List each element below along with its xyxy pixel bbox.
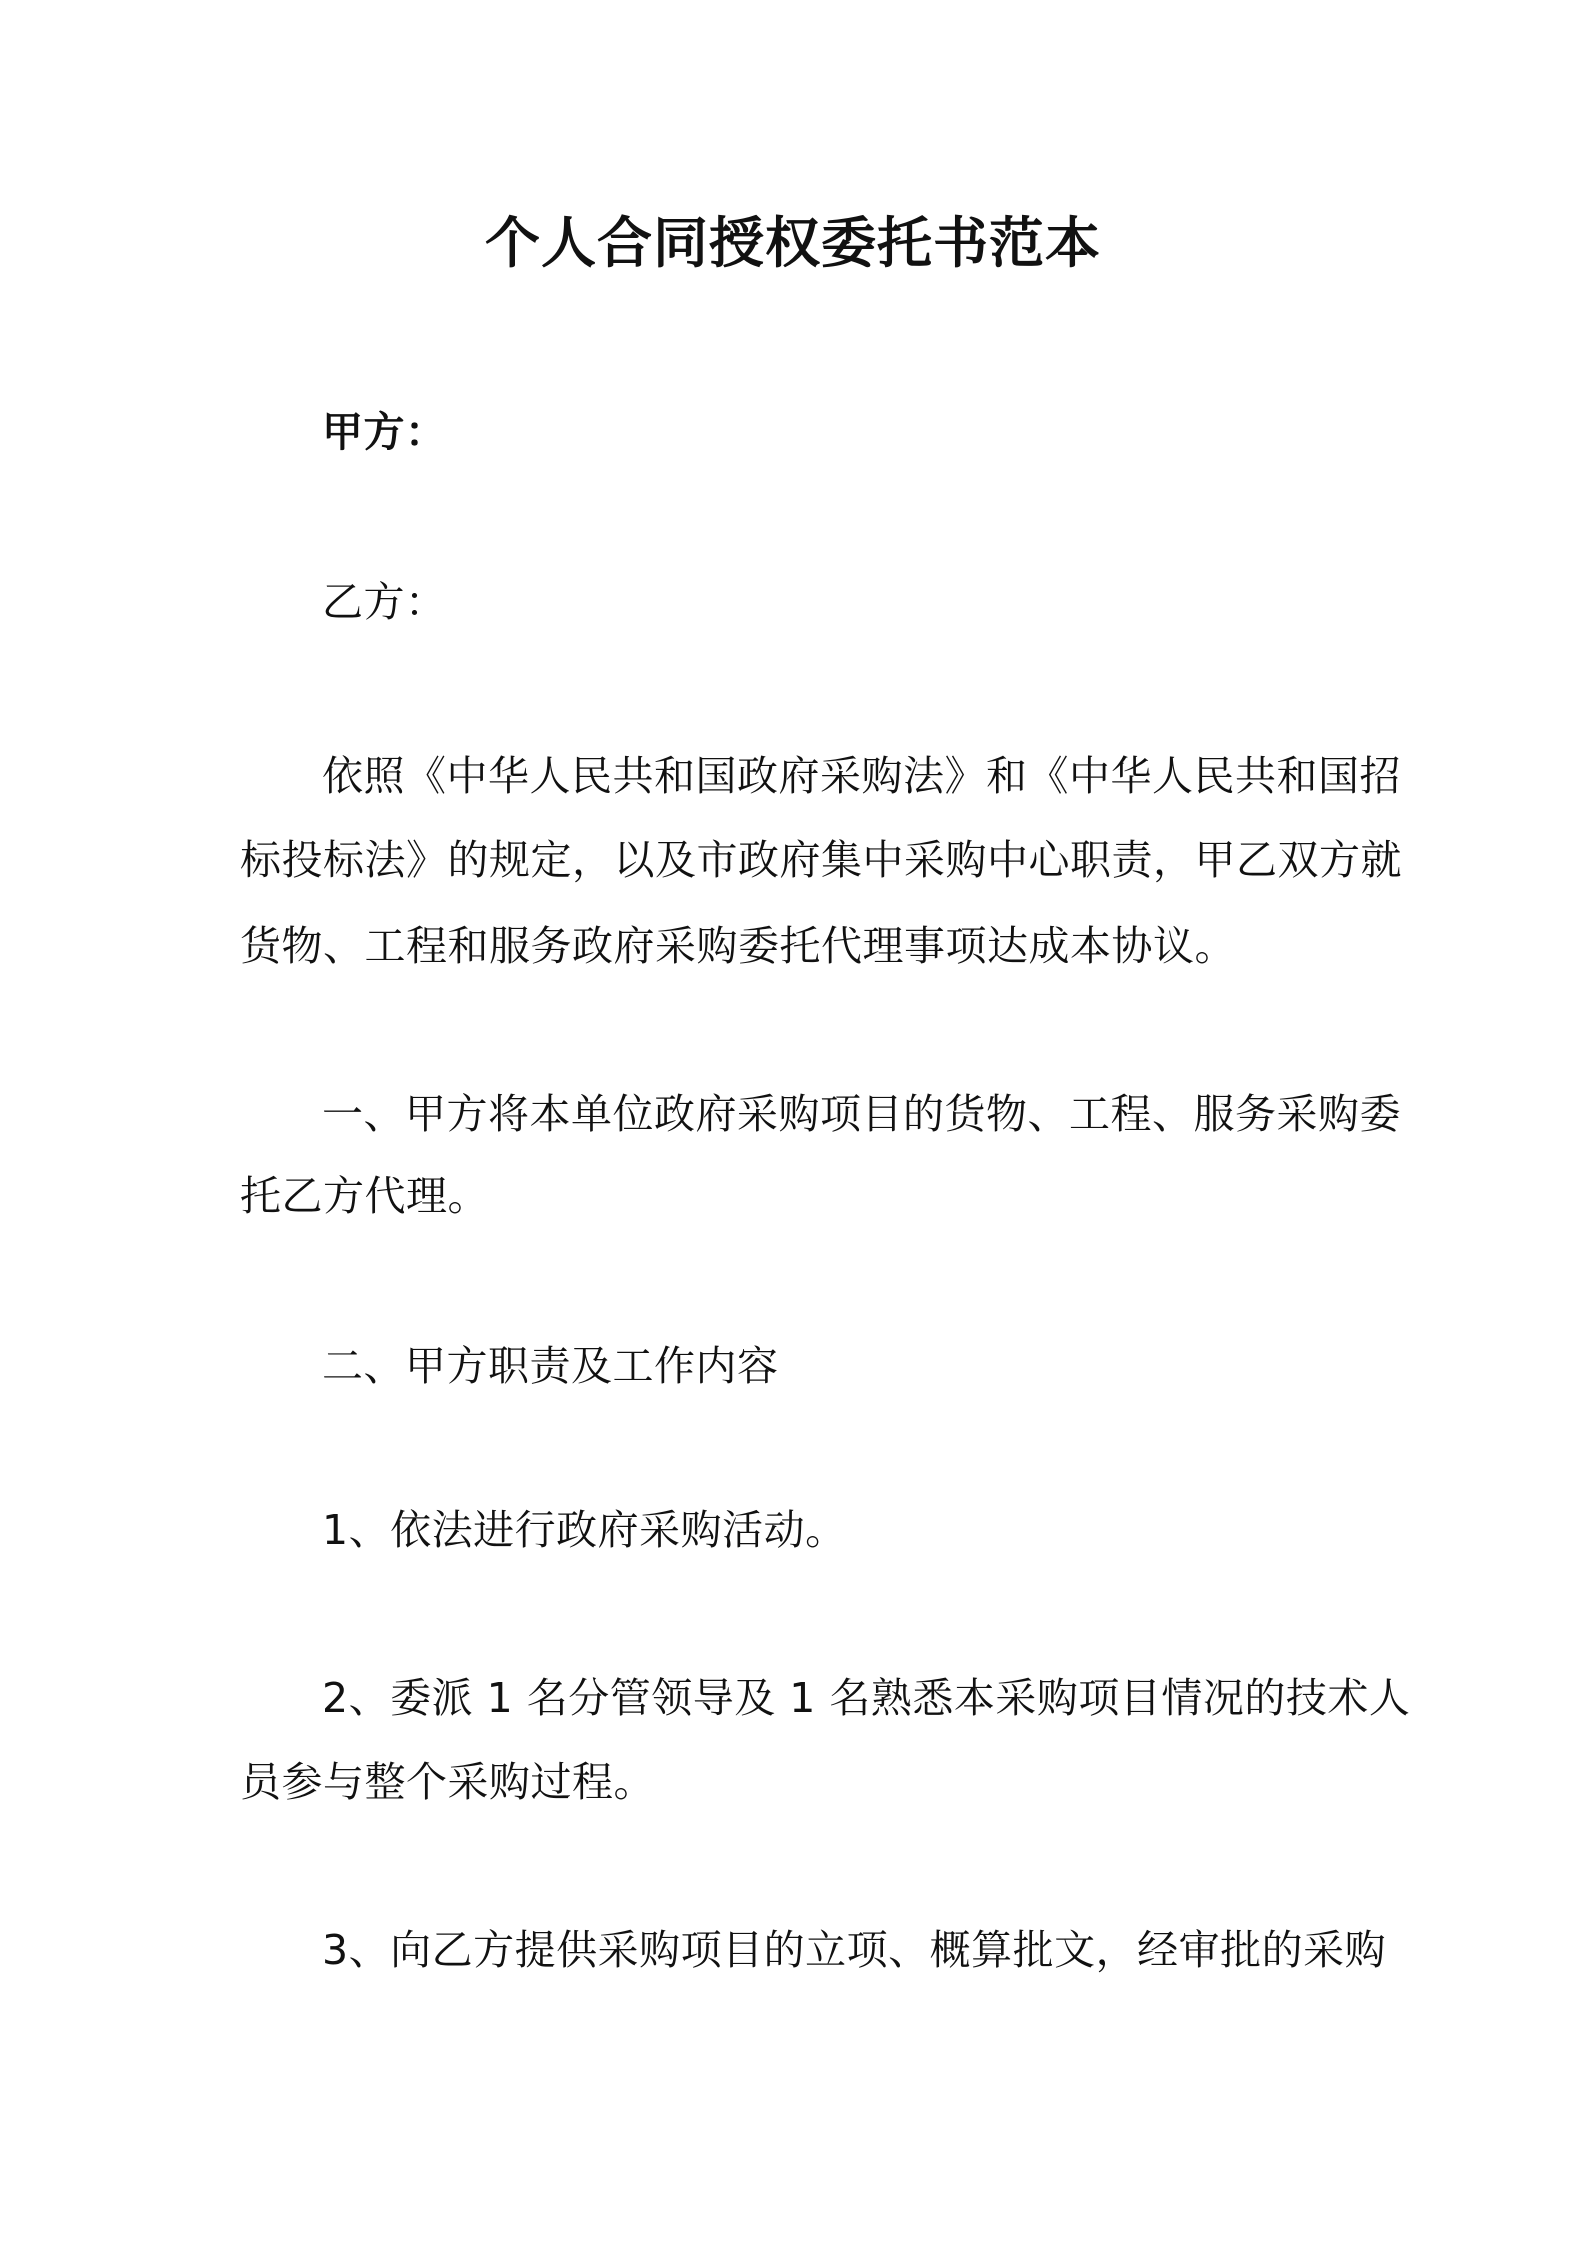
item-2-line-1: 2、委派 1 名分管领导及 1 名熟悉本采购项目情况的技术人 bbox=[322, 1674, 1411, 1722]
section1-line-2: 托乙方代理。 bbox=[240, 1172, 489, 1220]
party-b-label: 乙方： bbox=[322, 578, 447, 626]
document-title: 个人合同授权委托书范本 bbox=[484, 211, 1101, 275]
party-a-label: 甲方： bbox=[322, 408, 447, 456]
intro-line-1: 依照《中华人民共和国政府采购法》和《中华人民共和国招 bbox=[322, 752, 1401, 800]
section1-line-1: 一、甲方将本单位政府采购项目的货物、工程、服务采购委 bbox=[322, 1090, 1401, 1138]
item-1: 1、依法进行政府采购活动。 bbox=[322, 1506, 847, 1554]
intro-line-3: 货物、工程和服务政府采购委托代理事项达成本协议。 bbox=[240, 922, 1236, 970]
item-3-line-1: 3、向乙方提供采购项目的立项、概算批文，经审批的采购 bbox=[322, 1926, 1387, 1974]
section2-heading: 二、甲方职责及工作内容 bbox=[322, 1342, 779, 1390]
item-2-line-2: 员参与整个采购过程。 bbox=[240, 1758, 655, 1806]
intro-line-2: 标投标法》的规定，以及市政府集中采购中心职责，甲乙双方就 bbox=[240, 836, 1402, 884]
